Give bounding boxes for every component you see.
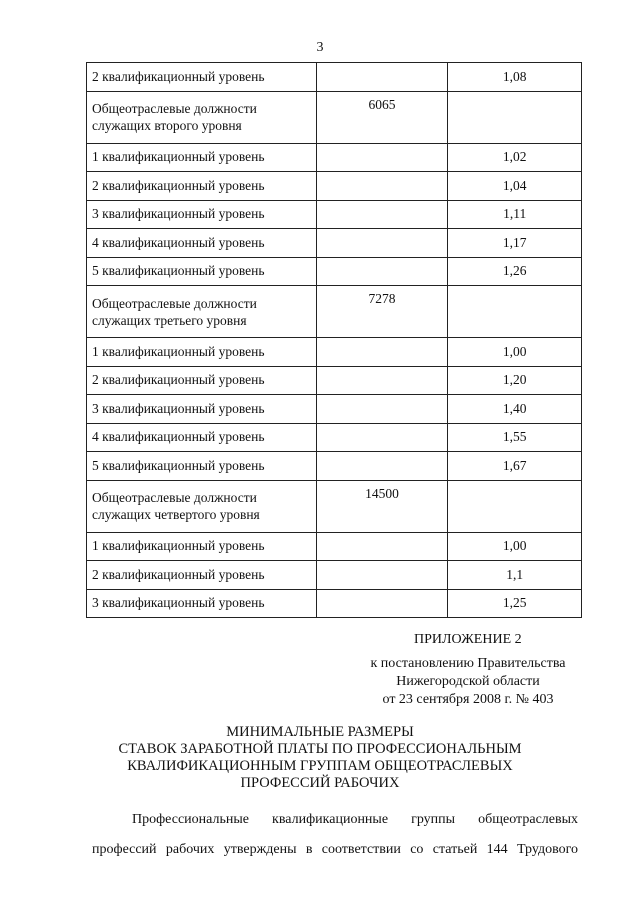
body-paragraph-line-2: профессий рабочих утверждены в соответствии со статьей 144 Трудового (92, 842, 578, 857)
section-heading-line-3: КВАЛИФИКАЦИОННЫМ ГРУППАМ ОБЩЕОТРАСЛЕВЫХ (127, 758, 513, 774)
table-row (87, 338, 582, 367)
qualification-level-cell: Общеотраслевые должности служащих третьего уровня (87, 286, 317, 338)
base-salary-cell: 7278 (316, 286, 448, 338)
base-salary-cell (316, 338, 448, 367)
base-salary-cell (316, 229, 448, 258)
base-salary-cell (316, 172, 448, 201)
table-row (87, 257, 582, 286)
base-salary-cell (316, 143, 448, 172)
qualification-level-cell: 3 квалификационный уровень (87, 589, 317, 618)
table-row (87, 395, 582, 424)
coefficient-cell (448, 286, 582, 338)
qualification-level-cell: 5 квалификационный уровень (87, 257, 317, 286)
base-salary-cell (316, 452, 448, 481)
table-row (87, 200, 582, 229)
appendix-title-text: ПРИЛОЖЕНИЕ 2 (414, 632, 522, 647)
base-salary-cell (316, 63, 448, 92)
base-salary-cell (316, 257, 448, 286)
qualification-level-cell: 1 квалификационный уровень (87, 143, 317, 172)
qualification-level-cell: 3 квалификационный уровень (87, 395, 317, 424)
table-row (87, 91, 582, 143)
coefficient-cell: 1,25 (448, 589, 582, 618)
base-salary-cell (316, 423, 448, 452)
table-row (87, 589, 582, 618)
coefficient-cell: 1,20 (448, 366, 582, 395)
base-salary-cell (316, 395, 448, 424)
coefficient-cell: 1,67 (448, 452, 582, 481)
base-salary-cell: 14500 (316, 480, 448, 532)
table-row (87, 286, 582, 338)
qualification-level-cell: 4 квалификационный уровень (87, 423, 317, 452)
base-salary-cell (316, 561, 448, 590)
base-salary-cell: 6065 (316, 91, 448, 143)
table-row (87, 561, 582, 590)
base-salary-cell (316, 200, 448, 229)
base-salary-cell (316, 532, 448, 561)
coefficient-cell: 1,40 (448, 395, 582, 424)
qualification-level-cell: 3 квалификационный уровень (87, 200, 317, 229)
body-paragraph-line-1: Профессиональные квалификационные группы общеотраслевых (132, 812, 578, 827)
qualification-level-cell: 4 квалификационный уровень (87, 229, 317, 258)
coefficient-cell: 1,26 (448, 257, 582, 286)
table-row (87, 63, 582, 92)
qualification-level-cell: Общеотраслевые должности служащих четвертого уровня (87, 480, 317, 532)
coefficient-cell (448, 91, 582, 143)
qualification-level-cell: 5 квалификационный уровень (87, 452, 317, 481)
coefficient-cell: 1,11 (448, 200, 582, 229)
decree-reference-line-2: Нижегородской области (396, 674, 540, 689)
coefficient-cell: 1,04 (448, 172, 582, 201)
coefficient-cell: 1,02 (448, 143, 582, 172)
qualification-level-cell: 2 квалификационный уровень (87, 63, 317, 92)
decree-reference-line-1: к постановлению Правительства (370, 656, 566, 671)
coefficient-cell (448, 480, 582, 532)
section-heading-line-1: МИНИМАЛЬНЫЕ РАЗМЕРЫ (226, 724, 414, 740)
table-row (87, 452, 582, 481)
qualification-level-cell: Общеотраслевые должности служащих второго уровня (87, 91, 317, 143)
coefficient-cell: 1,17 (448, 229, 582, 258)
table-row (87, 143, 582, 172)
coefficient-cell: 1,00 (448, 338, 582, 367)
table-row (87, 229, 582, 258)
coefficient-cell: 1,1 (448, 561, 582, 590)
qualification-level-cell: 2 квалификационный уровень (87, 172, 317, 201)
page-number: 3 (316, 40, 324, 55)
decree-reference-line-3: от 23 сентября 2008 г. № 403 (382, 692, 554, 707)
base-salary-cell (316, 366, 448, 395)
salary-coefficient-table (86, 62, 582, 618)
table-row (87, 532, 582, 561)
coefficient-cell: 1,55 (448, 423, 582, 452)
table-row (87, 172, 582, 201)
coefficient-cell: 1,00 (448, 532, 582, 561)
table-row (87, 423, 582, 452)
coefficient-cell: 1,08 (448, 63, 582, 92)
table-row (87, 366, 582, 395)
section-heading-line-2: СТАВОК ЗАРАБОТНОЙ ПЛАТЫ ПО ПРОФЕССИОНАЛЬНЫМ (118, 741, 522, 757)
qualification-level-cell: 2 квалификационный уровень (87, 366, 317, 395)
table-row (87, 480, 582, 532)
section-heading-line-4: ПРОФЕССИЙ РАБОЧИХ (240, 775, 400, 791)
base-salary-cell (316, 589, 448, 618)
qualification-level-cell: 2 квалификационный уровень (87, 561, 317, 590)
qualification-level-cell: 1 квалификационный уровень (87, 532, 317, 561)
qualification-level-cell: 1 квалификационный уровень (87, 338, 317, 367)
